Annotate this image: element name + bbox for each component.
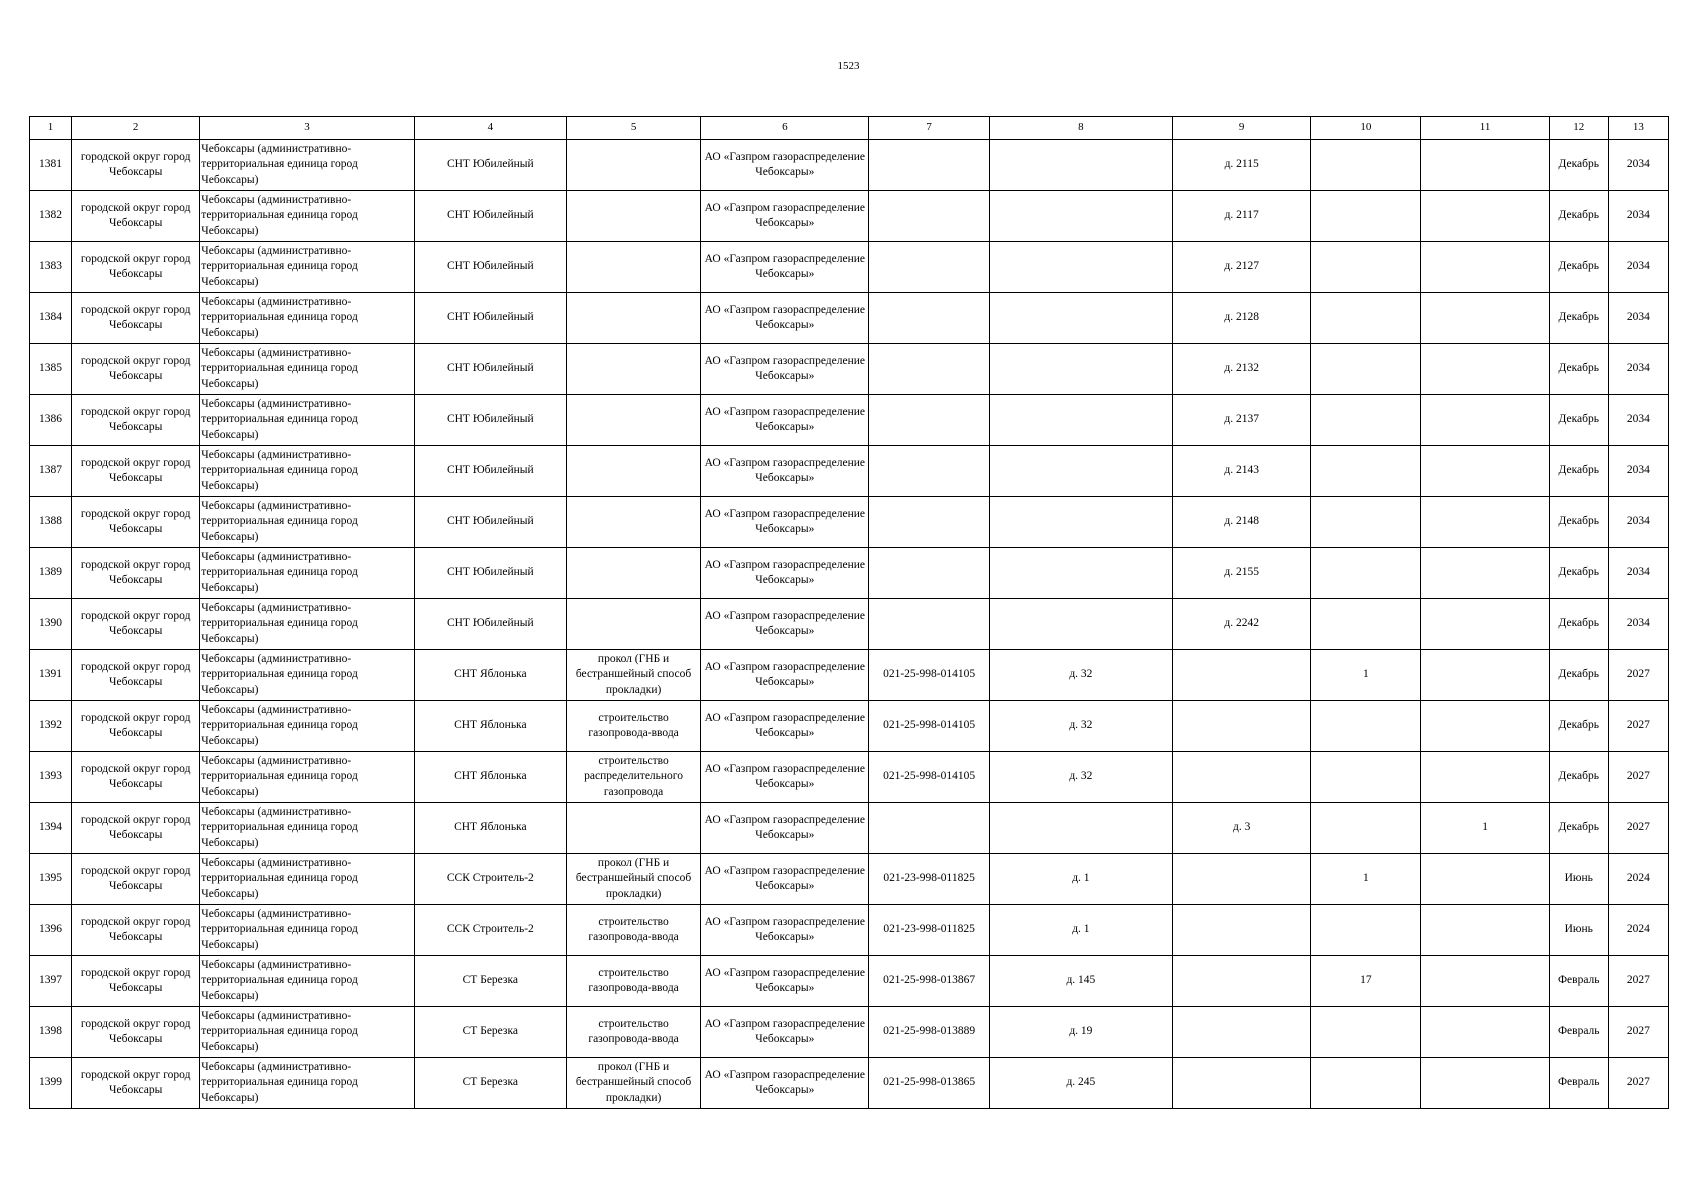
table-cell-col-3: Чебоксары (административно-территориальная единица город Чебоксары) — [200, 395, 414, 446]
table-cell-col-4: ССК Строитель-2 — [414, 905, 566, 956]
table-cell-col-1: 1384 — [30, 293, 72, 344]
table-cell-col-12: Декабрь — [1549, 293, 1608, 344]
table-cell-col-11 — [1421, 446, 1549, 497]
table-cell-col-8: д. 19 — [989, 1007, 1172, 1058]
column-header-10: 10 — [1311, 117, 1421, 140]
table-cell-col-8: д. 32 — [989, 650, 1172, 701]
table-cell-col-4: СНТ Юбилейный — [414, 293, 566, 344]
table-cell-col-1: 1399 — [30, 1058, 72, 1109]
table-cell-col-2: городской округ город Чебоксары — [72, 548, 200, 599]
table-cell-col-10: 1 — [1311, 854, 1421, 905]
table-cell-col-9: д. 2155 — [1173, 548, 1311, 599]
table-row — [30, 395, 1669, 446]
table-cell-col-10 — [1311, 497, 1421, 548]
table-cell-col-7: 021-23-998-011825 — [869, 905, 989, 956]
table-header-row — [30, 117, 1669, 140]
table-row — [30, 854, 1669, 905]
table-cell-col-3: Чебоксары (административно-территориальная единица город Чебоксары) — [200, 650, 414, 701]
table-cell-col-11 — [1421, 956, 1549, 1007]
table-cell-col-10 — [1311, 191, 1421, 242]
table-row — [30, 293, 1669, 344]
table-cell-col-8 — [989, 599, 1172, 650]
table-cell-col-1: 1397 — [30, 956, 72, 1007]
table-cell-col-6: АО «Газпром газораспределение Чебоксары» — [701, 956, 869, 1007]
column-header-8: 8 — [989, 117, 1172, 140]
page-number: 1523 — [837, 60, 860, 72]
table-cell-col-6: АО «Газпром газораспределение Чебоксары» — [701, 1007, 869, 1058]
table-cell-col-4: СНТ Юбилейный — [414, 191, 566, 242]
table-cell-col-12: Декабрь — [1549, 650, 1608, 701]
table-cell-col-8 — [989, 242, 1172, 293]
table-cell-col-6: АО «Газпром газораспределение Чебоксары» — [701, 752, 869, 803]
table-cell-col-5: прокол (ГНБ и бестраншейный способ прокладки) — [566, 650, 700, 701]
table-cell-col-12: Декабрь — [1549, 395, 1608, 446]
table-cell-col-5 — [566, 140, 700, 191]
table-cell-col-1: 1388 — [30, 497, 72, 548]
table-row — [30, 242, 1669, 293]
table-cell-col-3: Чебоксары (административно-территориальная единица город Чебоксары) — [200, 956, 414, 1007]
table-cell-col-3: Чебоксары (административно-территориальная единица город Чебоксары) — [200, 599, 414, 650]
table-cell-col-4: ССК Строитель-2 — [414, 854, 566, 905]
table-row — [30, 140, 1669, 191]
column-header-5: 5 — [566, 117, 700, 140]
table-cell-col-13: 2024 — [1608, 854, 1668, 905]
table-cell-col-5 — [566, 497, 700, 548]
table-cell-col-7: 021-25-998-014105 — [869, 650, 989, 701]
table-cell-col-10 — [1311, 242, 1421, 293]
table-cell-col-1: 1392 — [30, 701, 72, 752]
table-cell-col-4: СНТ Юбилейный — [414, 395, 566, 446]
table-cell-col-2: городской округ город Чебоксары — [72, 1007, 200, 1058]
table-cell-col-1: 1390 — [30, 599, 72, 650]
table-cell-col-3: Чебоксары (административно-территориальная единица город Чебоксары) — [200, 344, 414, 395]
table-cell-col-7 — [869, 293, 989, 344]
table-cell-col-12: Февраль — [1549, 956, 1608, 1007]
table-cell-col-8: д. 245 — [989, 1058, 1172, 1109]
table-cell-col-13: 2027 — [1608, 752, 1668, 803]
table-cell-col-2: городской округ город Чебоксары — [72, 140, 200, 191]
table-cell-col-9 — [1173, 1007, 1311, 1058]
table-cell-col-4: СНТ Юбилейный — [414, 344, 566, 395]
table-cell-col-7: 021-25-998-013865 — [869, 1058, 989, 1109]
table-cell-col-2: городской округ город Чебоксары — [72, 956, 200, 1007]
table-body — [30, 140, 1669, 1109]
table-cell-col-5: строительство газопровода-ввода — [566, 701, 700, 752]
table-cell-col-5: строительство газопровода-ввода — [566, 905, 700, 956]
table-cell-col-7: 021-25-998-014105 — [869, 701, 989, 752]
table-cell-col-11 — [1421, 905, 1549, 956]
table-cell-col-11 — [1421, 497, 1549, 548]
table-cell-col-10: 1 — [1311, 650, 1421, 701]
table-cell-col-2: городской округ город Чебоксары — [72, 395, 200, 446]
table-cell-col-11 — [1421, 140, 1549, 191]
table-cell-col-7 — [869, 344, 989, 395]
table-cell-col-12: Декабрь — [1549, 497, 1608, 548]
column-header-3: 3 — [200, 117, 414, 140]
table-cell-col-1: 1395 — [30, 854, 72, 905]
table-cell-col-9 — [1173, 1058, 1311, 1109]
table-cell-col-12: Декабрь — [1549, 752, 1608, 803]
table-cell-col-8 — [989, 548, 1172, 599]
table-cell-col-10 — [1311, 140, 1421, 191]
table-cell-col-2: городской округ город Чебоксары — [72, 650, 200, 701]
table-cell-col-2: городской округ город Чебоксары — [72, 599, 200, 650]
table-cell-col-9 — [1173, 854, 1311, 905]
table-cell-col-1: 1391 — [30, 650, 72, 701]
table-cell-col-8 — [989, 803, 1172, 854]
table-cell-col-13: 2027 — [1608, 956, 1668, 1007]
table-cell-col-10 — [1311, 344, 1421, 395]
table-cell-col-11 — [1421, 548, 1549, 599]
table-cell-col-9 — [1173, 650, 1311, 701]
table-cell-col-5: строительство газопровода-ввода — [566, 956, 700, 1007]
table-row — [30, 548, 1669, 599]
table-cell-col-2: городской округ город Чебоксары — [72, 191, 200, 242]
table-cell-col-8 — [989, 191, 1172, 242]
table-cell-col-3: Чебоксары (административно-территориальная единица город Чебоксары) — [200, 446, 414, 497]
column-header-6: 6 — [701, 117, 869, 140]
table-row — [30, 701, 1669, 752]
table-cell-col-12: Декабрь — [1549, 140, 1608, 191]
table-cell-col-6: АО «Газпром газораспределение Чебоксары» — [701, 242, 869, 293]
table-cell-col-4: СТ Березка — [414, 1058, 566, 1109]
table-cell-col-5 — [566, 293, 700, 344]
table-cell-col-4: СНТ Яблонька — [414, 752, 566, 803]
table-cell-col-10 — [1311, 395, 1421, 446]
table-row — [30, 752, 1669, 803]
table-cell-col-9: д. 2128 — [1173, 293, 1311, 344]
table-cell-col-13: 2024 — [1608, 905, 1668, 956]
table-cell-col-2: городской округ город Чебоксары — [72, 803, 200, 854]
table-cell-col-13: 2027 — [1608, 650, 1668, 701]
table-cell-col-9 — [1173, 701, 1311, 752]
table-cell-col-3: Чебоксары (административно-территориальная единица город Чебоксары) — [200, 548, 414, 599]
table-cell-col-3: Чебоксары (административно-территориальная единица город Чебоксары) — [200, 191, 414, 242]
table-cell-col-11 — [1421, 395, 1549, 446]
table-cell-col-8 — [989, 497, 1172, 548]
table-cell-col-9: д. 2115 — [1173, 140, 1311, 191]
table-cell-col-7: 021-25-998-013867 — [869, 956, 989, 1007]
table-cell-col-10: 17 — [1311, 956, 1421, 1007]
table-cell-col-12: Декабрь — [1549, 344, 1608, 395]
table-cell-col-5: прокол (ГНБ и бестраншейный способ прокладки) — [566, 1058, 700, 1109]
table-cell-col-11 — [1421, 1007, 1549, 1058]
table-cell-col-3: Чебоксары (административно-территориальная единица город Чебоксары) — [200, 497, 414, 548]
table-cell-col-1: 1381 — [30, 140, 72, 191]
table-cell-col-8: д. 1 — [989, 854, 1172, 905]
table-cell-col-9: д. 2137 — [1173, 395, 1311, 446]
table-cell-col-8 — [989, 140, 1172, 191]
table-cell-col-6: АО «Газпром газораспределение Чебоксары» — [701, 548, 869, 599]
table-cell-col-2: городской округ город Чебоксары — [72, 854, 200, 905]
table-cell-col-6: АО «Газпром газораспределение Чебоксары» — [701, 854, 869, 905]
table-cell-col-6: АО «Газпром газораспределение Чебоксары» — [701, 191, 869, 242]
table-cell-col-6: АО «Газпром газораспределение Чебоксары» — [701, 446, 869, 497]
table-cell-col-8: д. 1 — [989, 905, 1172, 956]
table-cell-col-10 — [1311, 1058, 1421, 1109]
table-cell-col-9: д. 2148 — [1173, 497, 1311, 548]
column-header-4: 4 — [414, 117, 566, 140]
table-cell-col-12: Декабрь — [1549, 548, 1608, 599]
column-header-1: 1 — [30, 117, 72, 140]
column-header-7: 7 — [869, 117, 989, 140]
table-cell-col-5 — [566, 395, 700, 446]
table-cell-col-4: СНТ Юбилейный — [414, 446, 566, 497]
table-cell-col-9: д. 2242 — [1173, 599, 1311, 650]
table-row — [30, 803, 1669, 854]
table-cell-col-3: Чебоксары (административно-территориальная единица город Чебоксары) — [200, 752, 414, 803]
table-cell-col-4: СНТ Юбилейный — [414, 497, 566, 548]
table-row — [30, 344, 1669, 395]
table-cell-col-9 — [1173, 752, 1311, 803]
table-cell-col-6: АО «Газпром газораспределение Чебоксары» — [701, 905, 869, 956]
table-cell-col-11 — [1421, 701, 1549, 752]
table-cell-col-11 — [1421, 1058, 1549, 1109]
table-cell-col-13: 2034 — [1608, 191, 1668, 242]
table-cell-col-9: д. 2143 — [1173, 446, 1311, 497]
table-cell-col-8 — [989, 395, 1172, 446]
table-cell-col-9 — [1173, 905, 1311, 956]
table-cell-col-6: АО «Газпром газораспределение Чебоксары» — [701, 803, 869, 854]
table-cell-col-6: АО «Газпром газораспределение Чебоксары» — [701, 701, 869, 752]
table-cell-col-4: СНТ Юбилейный — [414, 548, 566, 599]
table-cell-col-1: 1387 — [30, 446, 72, 497]
table-cell-col-12: Июнь — [1549, 854, 1608, 905]
table-cell-col-6: АО «Газпром газораспределение Чебоксары» — [701, 395, 869, 446]
table-cell-col-1: 1382 — [30, 191, 72, 242]
table-cell-col-7 — [869, 497, 989, 548]
table-cell-col-3: Чебоксары (административно-территориальная единица город Чебоксары) — [200, 1007, 414, 1058]
table-cell-col-3: Чебоксары (административно-территориальная единица город Чебоксары) — [200, 803, 414, 854]
table-cell-col-11 — [1421, 191, 1549, 242]
table-cell-col-5 — [566, 344, 700, 395]
table-cell-col-5: строительство распределительного газопровода — [566, 752, 700, 803]
table-cell-col-2: городской округ город Чебоксары — [72, 293, 200, 344]
table-cell-col-11 — [1421, 344, 1549, 395]
column-header-2: 2 — [72, 117, 200, 140]
table-cell-col-2: городской округ город Чебоксары — [72, 905, 200, 956]
table-cell-col-9: д. 2117 — [1173, 191, 1311, 242]
table-cell-col-3: Чебоксары (административно-территориальная единица город Чебоксары) — [200, 293, 414, 344]
table-row — [30, 1058, 1669, 1109]
table-cell-col-1: 1394 — [30, 803, 72, 854]
table-row — [30, 191, 1669, 242]
table-cell-col-10 — [1311, 599, 1421, 650]
table-cell-col-4: СНТ Юбилейный — [414, 599, 566, 650]
table-cell-col-1: 1386 — [30, 395, 72, 446]
table-cell-col-4: СТ Березка — [414, 1007, 566, 1058]
table-cell-col-8 — [989, 293, 1172, 344]
table-cell-col-12: Июнь — [1549, 905, 1608, 956]
table-cell-col-10 — [1311, 293, 1421, 344]
table-cell-col-1: 1398 — [30, 1007, 72, 1058]
table-cell-col-12: Декабрь — [1549, 599, 1608, 650]
table-cell-col-7 — [869, 140, 989, 191]
table-cell-col-4: СНТ Яблонька — [414, 650, 566, 701]
table-cell-col-11 — [1421, 242, 1549, 293]
table-cell-col-1: 1396 — [30, 905, 72, 956]
table-cell-col-10 — [1311, 701, 1421, 752]
table-cell-col-7 — [869, 548, 989, 599]
table-cell-col-7 — [869, 446, 989, 497]
table-cell-col-10 — [1311, 905, 1421, 956]
table-cell-col-10 — [1311, 446, 1421, 497]
table-cell-col-6: АО «Газпром газораспределение Чебоксары» — [701, 1058, 869, 1109]
table-cell-col-13: 2034 — [1608, 599, 1668, 650]
table-cell-col-4: СНТ Яблонька — [414, 701, 566, 752]
table-cell-col-6: АО «Газпром газораспределение Чебоксары» — [701, 344, 869, 395]
table-row — [30, 905, 1669, 956]
table-cell-col-4: СТ Березка — [414, 956, 566, 1007]
table-cell-col-12: Февраль — [1549, 1058, 1608, 1109]
data-table — [29, 116, 1669, 1109]
table-cell-col-9: д. 2127 — [1173, 242, 1311, 293]
table-cell-col-5 — [566, 548, 700, 599]
column-header-12: 12 — [1549, 117, 1608, 140]
table-cell-col-13: 2034 — [1608, 344, 1668, 395]
table-cell-col-2: городской округ город Чебоксары — [72, 701, 200, 752]
table-cell-col-7: 021-25-998-013889 — [869, 1007, 989, 1058]
table-cell-col-11 — [1421, 752, 1549, 803]
table-cell-col-7 — [869, 803, 989, 854]
table-cell-col-11 — [1421, 650, 1549, 701]
table-cell-col-5: прокол (ГНБ и бестраншейный способ прокладки) — [566, 854, 700, 905]
table-cell-col-5 — [566, 191, 700, 242]
table-cell-col-7: 021-23-998-011825 — [869, 854, 989, 905]
table-cell-col-2: городской округ город Чебоксары — [72, 242, 200, 293]
table-cell-col-6: АО «Газпром газораспределение Чебоксары» — [701, 293, 869, 344]
table-cell-col-8 — [989, 344, 1172, 395]
table-cell-col-5 — [566, 446, 700, 497]
table-cell-col-3: Чебоксары (административно-территориальная единица город Чебоксары) — [200, 905, 414, 956]
table-cell-col-11 — [1421, 599, 1549, 650]
table-cell-col-6: АО «Газпром газораспределение Чебоксары» — [701, 497, 869, 548]
table-cell-col-8 — [989, 446, 1172, 497]
table-cell-col-13: 2034 — [1608, 242, 1668, 293]
table-cell-col-12: Декабрь — [1549, 191, 1608, 242]
column-header-9: 9 — [1173, 117, 1311, 140]
table-cell-col-13: 2034 — [1608, 395, 1668, 446]
table-row — [30, 1007, 1669, 1058]
table-cell-col-1: 1383 — [30, 242, 72, 293]
table-cell-col-8: д. 32 — [989, 752, 1172, 803]
table-cell-col-10 — [1311, 548, 1421, 599]
table-cell-col-2: городской округ город Чебоксары — [72, 497, 200, 548]
table-cell-col-3: Чебоксары (административно-территориальная единица город Чебоксары) — [200, 1058, 414, 1109]
table-cell-col-5: строительство газопровода-ввода — [566, 1007, 700, 1058]
table-cell-col-9: д. 2132 — [1173, 344, 1311, 395]
table-cell-col-5 — [566, 242, 700, 293]
table-cell-col-3: Чебоксары (административно-территориальная единица город Чебоксары) — [200, 854, 414, 905]
table-cell-col-3: Чебоксары (административно-территориальная единица город Чебоксары) — [200, 701, 414, 752]
table-cell-col-10 — [1311, 752, 1421, 803]
table-cell-col-6: АО «Газпром газораспределение Чебоксары» — [701, 650, 869, 701]
table-cell-col-13: 2034 — [1608, 140, 1668, 191]
table-cell-col-7 — [869, 242, 989, 293]
table-cell-col-8: д. 32 — [989, 701, 1172, 752]
table-cell-col-7 — [869, 191, 989, 242]
table-cell-col-9: д. 3 — [1173, 803, 1311, 854]
table-cell-col-6: АО «Газпром газораспределение Чебоксары» — [701, 599, 869, 650]
table-cell-col-5 — [566, 599, 700, 650]
table-cell-col-11 — [1421, 854, 1549, 905]
table-cell-col-12: Февраль — [1549, 1007, 1608, 1058]
table-cell-col-2: городской округ город Чебоксары — [72, 752, 200, 803]
table-cell-col-5 — [566, 803, 700, 854]
table-cell-col-12: Декабрь — [1549, 803, 1608, 854]
table-cell-col-4: СНТ Юбилейный — [414, 140, 566, 191]
table-cell-col-7 — [869, 599, 989, 650]
table-cell-col-13: 2027 — [1608, 803, 1668, 854]
table-cell-col-13: 2027 — [1608, 1007, 1668, 1058]
table-cell-col-3: Чебоксары (административно-территориальная единица город Чебоксары) — [200, 242, 414, 293]
table-cell-col-11 — [1421, 293, 1549, 344]
table-cell-col-9 — [1173, 956, 1311, 1007]
table-cell-col-13: 2027 — [1608, 701, 1668, 752]
table-cell-col-6: АО «Газпром газораспределение Чебоксары» — [701, 140, 869, 191]
table-cell-col-10 — [1311, 803, 1421, 854]
table-cell-col-1: 1389 — [30, 548, 72, 599]
table-cell-col-1: 1385 — [30, 344, 72, 395]
table-cell-col-2: городской округ город Чебоксары — [72, 1058, 200, 1109]
table-cell-col-4: СНТ Яблонька — [414, 803, 566, 854]
table-cell-col-7 — [869, 395, 989, 446]
table-row — [30, 650, 1669, 701]
table-cell-col-3: Чебоксары (административно-территориальная единица город Чебоксары) — [200, 140, 414, 191]
table-cell-col-2: городской округ город Чебоксары — [72, 446, 200, 497]
table-cell-col-11: 1 — [1421, 803, 1549, 854]
table-row — [30, 497, 1669, 548]
column-header-13: 13 — [1608, 117, 1668, 140]
table-cell-col-7: 021-25-998-014105 — [869, 752, 989, 803]
table-cell-col-13: 2034 — [1608, 548, 1668, 599]
table-cell-col-13: 2034 — [1608, 446, 1668, 497]
table-row — [30, 446, 1669, 497]
table-cell-col-8: д. 145 — [989, 956, 1172, 1007]
table-cell-col-12: Декабрь — [1549, 446, 1608, 497]
table-cell-col-13: 2034 — [1608, 497, 1668, 548]
table-cell-col-1: 1393 — [30, 752, 72, 803]
table-cell-col-12: Декабрь — [1549, 242, 1608, 293]
table-cell-col-13: 2027 — [1608, 1058, 1668, 1109]
table-cell-col-2: городской округ город Чебоксары — [72, 344, 200, 395]
table-cell-col-12: Декабрь — [1549, 701, 1608, 752]
table-cell-col-13: 2034 — [1608, 293, 1668, 344]
table-cell-col-10 — [1311, 1007, 1421, 1058]
table-row — [30, 599, 1669, 650]
table-cell-col-4: СНТ Юбилейный — [414, 242, 566, 293]
column-header-11: 11 — [1421, 117, 1549, 140]
table-row — [30, 956, 1669, 1007]
